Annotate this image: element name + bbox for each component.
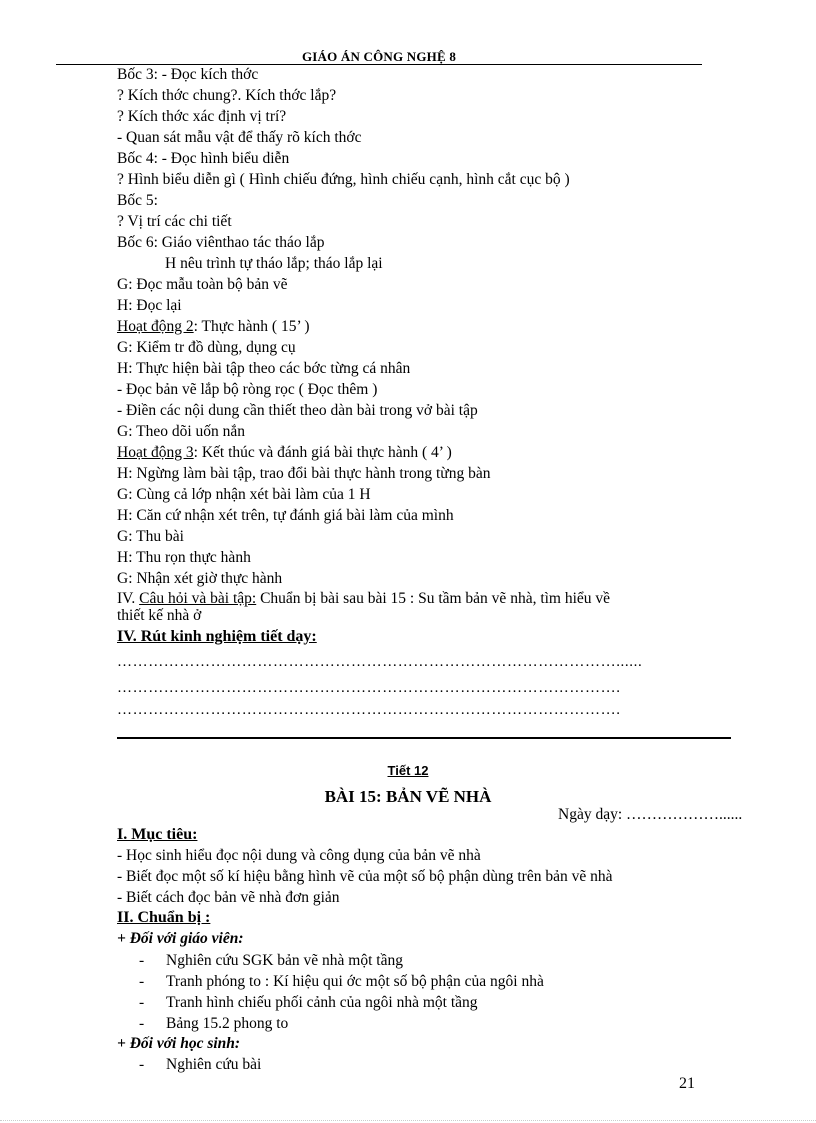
text-line: G: Cùng cả lớp nhận xét bài làm của 1 H bbox=[117, 486, 371, 503]
text-line: Bốc 6: Giáo viênthao tác tháo lắp bbox=[117, 234, 325, 251]
text-line: ? Hình biểu diễn gì ( Hình chiếu đứng, hình chiếu cạnh, hình cắt cục bộ ) bbox=[117, 171, 570, 188]
preparation-heading: II. Chuẩn bị : bbox=[117, 909, 211, 926]
text-line: H: Ngừng làm bài tập, trao đổi bài thực hành trong từng bàn bbox=[117, 465, 491, 482]
teacher-item bbox=[117, 972, 544, 992]
text-line: - Điền các nội dung cần thiết theo dàn bài trong vở bài tập bbox=[117, 402, 478, 419]
experience-heading: IV. Rút kinh nghiệm tiết dạy: bbox=[117, 628, 317, 645]
divider bbox=[117, 737, 731, 739]
text-line: G: Kiểm tr đồ dùng, dụng cụ bbox=[117, 339, 296, 356]
bullet-dash: - bbox=[139, 952, 145, 969]
text-line: - Quan sát mẫu vật để thấy rõ kích thớc bbox=[117, 129, 362, 146]
student-item bbox=[117, 1055, 261, 1075]
bullet-dash: - bbox=[139, 994, 145, 1011]
text-line: G: Đọc mẫu toàn bộ bản vẽ bbox=[117, 276, 288, 293]
student-item-text: Nghiên cứu bài bbox=[166, 1056, 262, 1073]
homework-cont: thiết kế nhà ở bbox=[117, 607, 202, 624]
text-line: H: Đọc lại bbox=[117, 297, 182, 314]
homework-prefix: IV. bbox=[117, 590, 140, 607]
text-line: Bốc 5: bbox=[117, 192, 158, 209]
text-line: G: Nhận xét giờ thực hành bbox=[117, 570, 283, 587]
text-line: H: Thực hiện bài tập theo các bớc từng cá nhân bbox=[117, 360, 411, 377]
objective-item: - Biết đọc một số kí hiệu bằng hình vẽ của một số bộ phận dùng trên bản vẽ nhà bbox=[117, 868, 613, 885]
bullet-dash: - bbox=[139, 973, 145, 990]
text-line: G: Thu bài bbox=[117, 528, 184, 545]
teacher-item bbox=[117, 993, 478, 1013]
objective-item: - Biết cách đọc bản vẽ nhà đơn giản bbox=[117, 889, 340, 906]
text-line: ? Vị trí các chi tiết bbox=[117, 213, 232, 230]
bullet-dash: - bbox=[139, 1015, 145, 1032]
homework-line bbox=[117, 590, 610, 607]
student-heading: + Đối với học sinh: bbox=[117, 1035, 241, 1052]
bullet-dash: - bbox=[139, 1056, 145, 1073]
homework-text: Chuẩn bị bài sau bài 15 : Su tầm bản vẽ nhà, tìm hiểu về bbox=[256, 590, 611, 607]
dotted-line: ……………………………………………………………………………………...... bbox=[117, 654, 643, 670]
activity-2-text: : Thực hành ( 15’ ) bbox=[193, 318, 310, 335]
text-line: H: Căn cứ nhận xét trên, tự đánh giá bài làm của mình bbox=[117, 507, 454, 524]
teacher-item bbox=[117, 951, 403, 971]
objective-item: - Học sinh hiểu đọc nội dung và công dụng của bản vẽ nhà bbox=[117, 847, 481, 864]
lesson-title: BÀI 15: BẢN VẼ NHÀ bbox=[324, 787, 492, 806]
text-line: - Đọc bản vẽ lắp bộ ròng rọc ( Đọc thêm ) bbox=[117, 381, 378, 398]
text-line: H: Thu rọn thực hành bbox=[117, 549, 251, 566]
text-line: H nêu trình tự tháo lắp; tháo lắp lại bbox=[165, 255, 383, 272]
text-line: ? Kích thớc chung?. Kích thớc lắp? bbox=[117, 87, 337, 104]
dotted-line: ……………………………………………………………………………………. bbox=[117, 680, 621, 696]
text-line: Bốc 4: - Đọc hình biểu diễn bbox=[117, 150, 290, 167]
teacher-heading: + Đối với giáo viên: bbox=[117, 930, 244, 947]
activity-2-line bbox=[117, 317, 310, 337]
dotted-line: ……………………………………………………………………………………. bbox=[117, 702, 621, 718]
text-line: ? Kích thớc xác định vị trí? bbox=[117, 108, 287, 125]
teacher-item-text: Nghiên cứu SGK bản vẽ nhà một tầng bbox=[166, 952, 403, 969]
activity-3-line bbox=[117, 443, 452, 463]
text-line: Bốc 3: - Đọc kích thớc bbox=[117, 66, 259, 83]
activity-3-text: : Kết thúc và đánh giá bài thực hành ( 4’ ) bbox=[193, 444, 452, 461]
objectives-heading: I. Mục tiêu: bbox=[117, 826, 198, 843]
header-title: GIÁO ÁN CÔNG NGHỆ 8 bbox=[301, 49, 457, 64]
text-line: G: Theo dõi uốn nắn bbox=[117, 423, 246, 440]
activity-3-label: Hoạt động 3 bbox=[117, 444, 194, 461]
teaching-date: Ngày dạy: ………………...... bbox=[558, 806, 743, 823]
activity-2-label: Hoạt động 2 bbox=[117, 318, 194, 335]
teacher-item-text: Bảng 15.2 phong to bbox=[166, 1015, 289, 1032]
page-header bbox=[56, 50, 702, 65]
teacher-item bbox=[117, 1014, 288, 1034]
lesson-period: Tiết 12 bbox=[387, 763, 429, 778]
page-bottom-edge bbox=[0, 1120, 816, 1121]
teacher-item-text: Tranh hình chiếu phối cảnh của ngôi nhà một tầng bbox=[166, 994, 478, 1011]
page-number: 21 bbox=[679, 1075, 695, 1092]
homework-label: Câu hỏi và bài tập: bbox=[139, 590, 257, 607]
teacher-item-text: Tranh phóng to : Kí hiệu qui ớc một số bộ phận của ngôi nhà bbox=[166, 973, 544, 990]
